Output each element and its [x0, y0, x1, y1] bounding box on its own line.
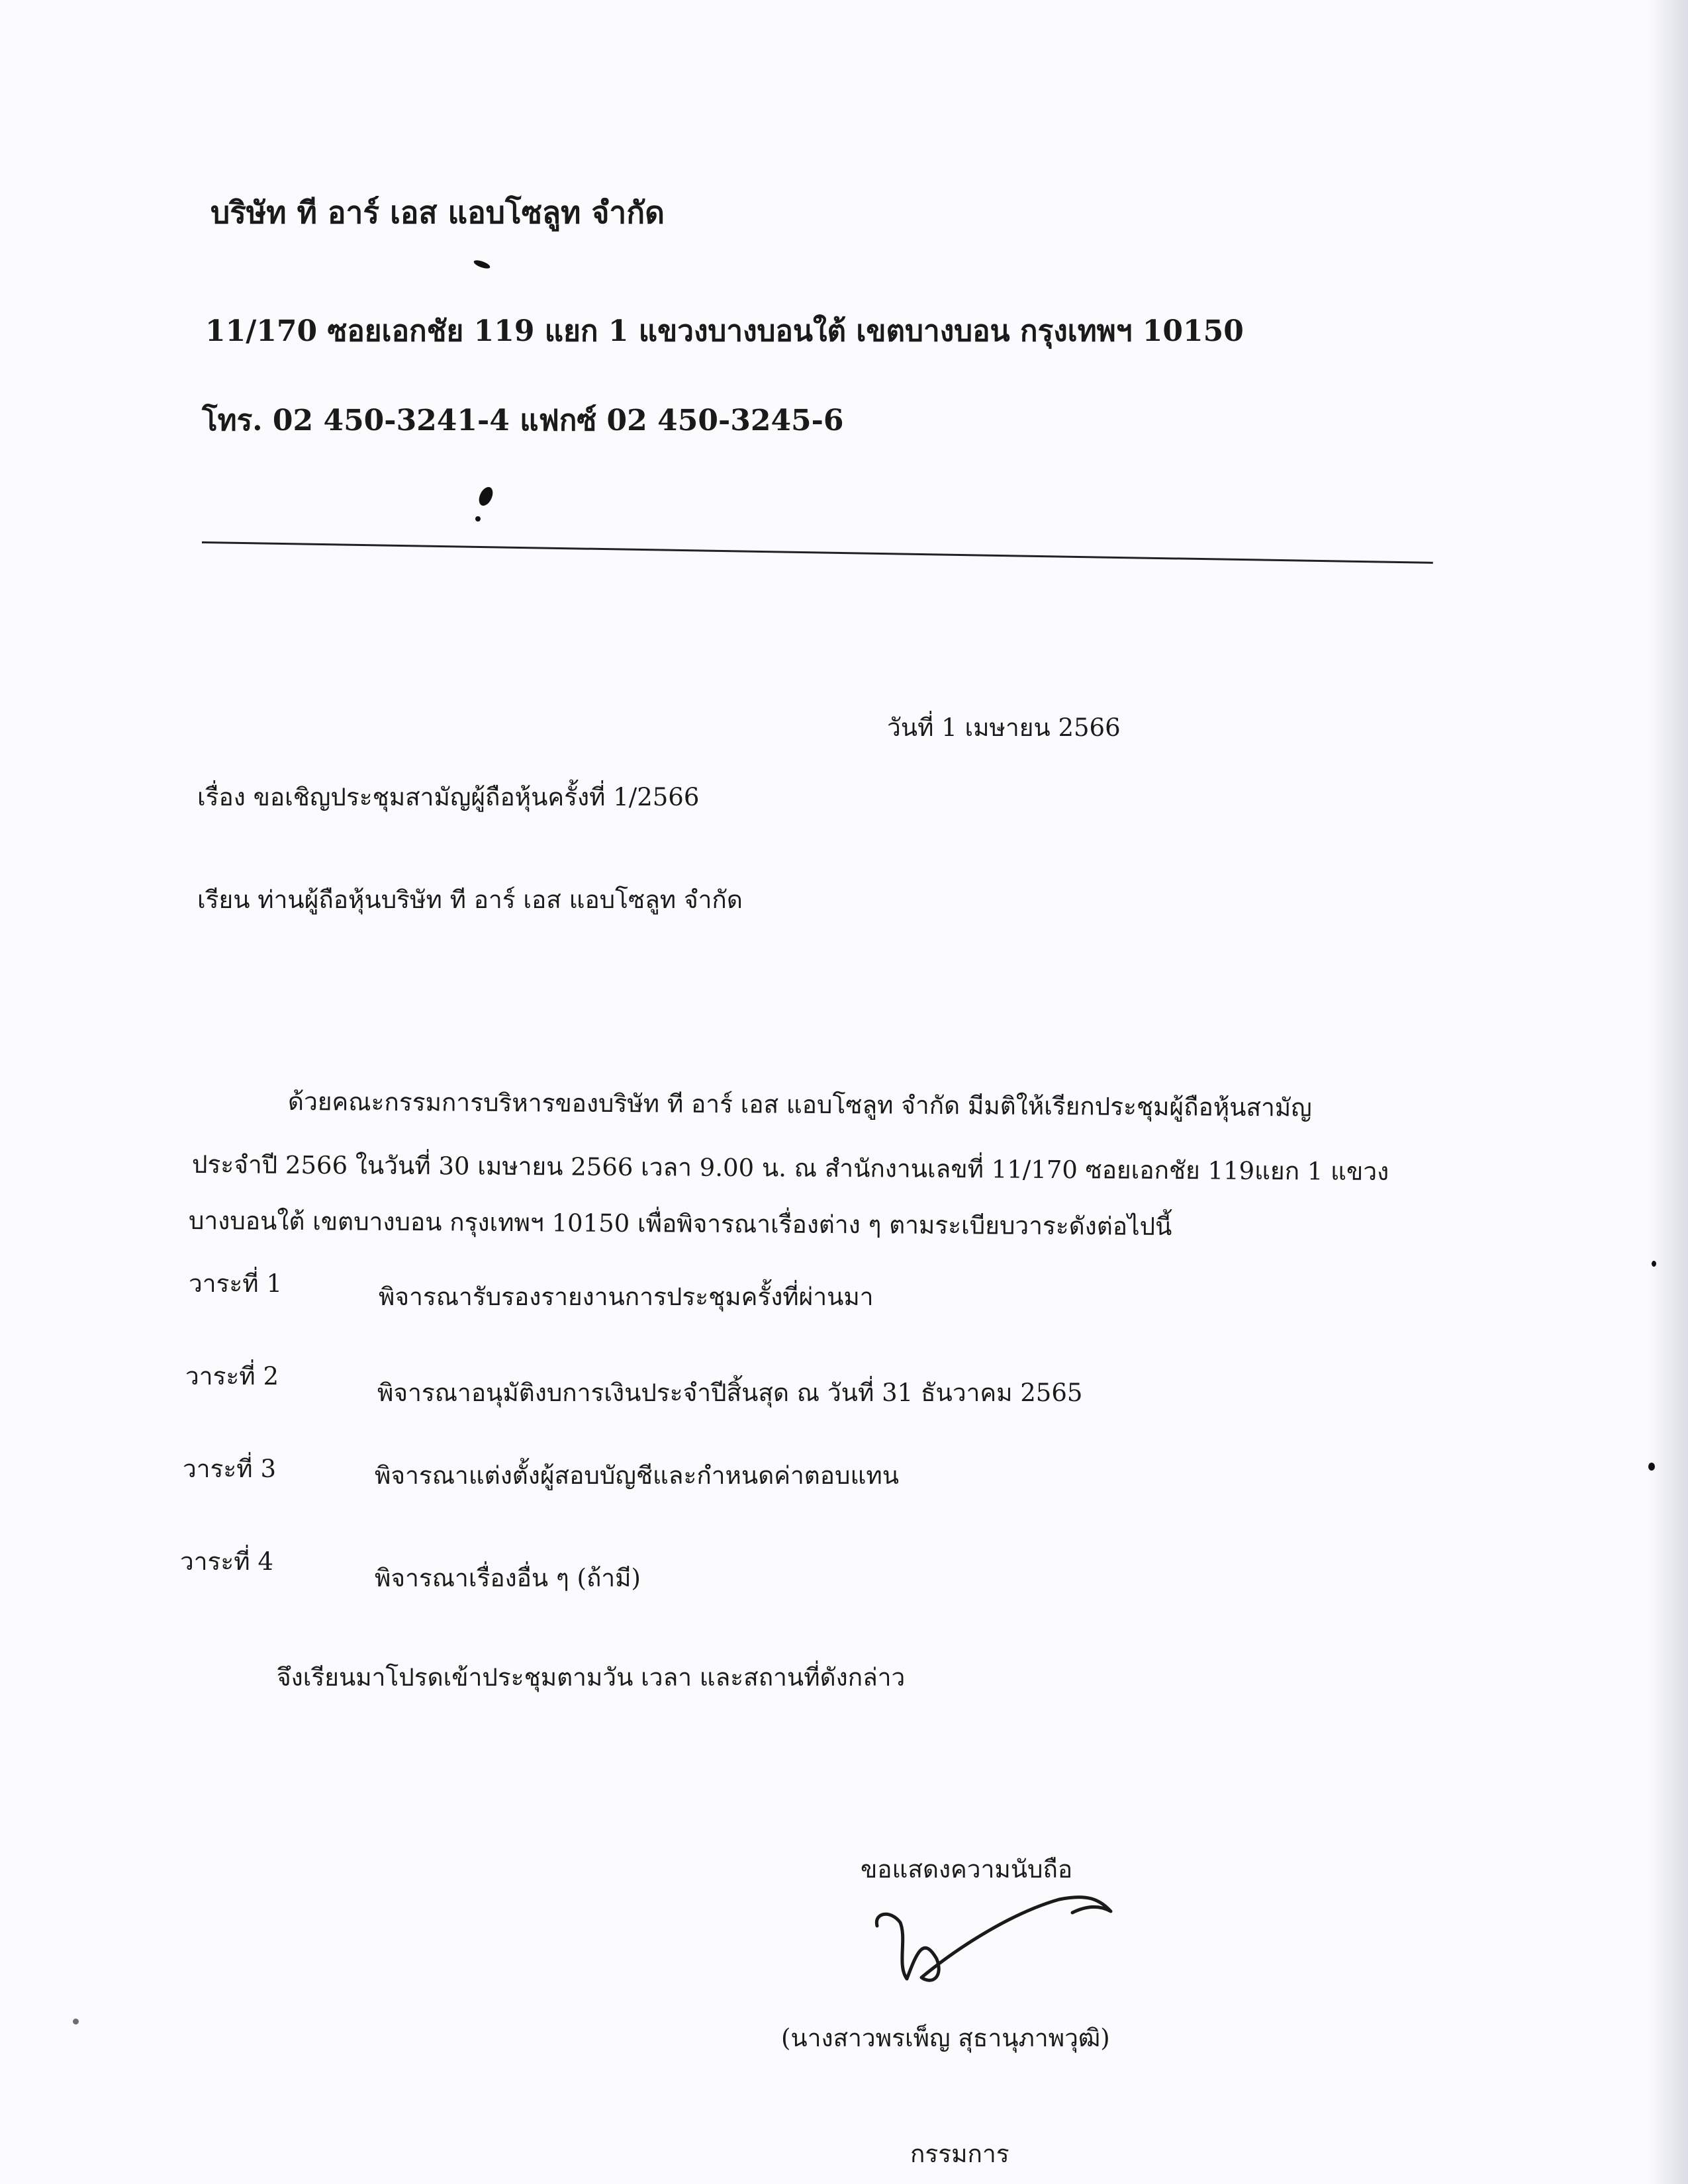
company-phone-fax: โทร. 02 450-3241-4 แฟกซ์ 02 450-3245-6 — [202, 404, 844, 437]
scan-speck — [475, 516, 481, 522]
closing-request: จึงเรียนมาโปรดเข้าประชุมตามวัน เวลา และสถานที่ดังกล่าว — [277, 1663, 906, 1692]
paragraph-line-3: บางบอนใต้ เขตบางบอน กรุงเทพฯ 10150 เพื่อพิจารณาเรื่องต่าง ๆ ตามระเบียบวาระดังต่อไปนี้ — [188, 1206, 1172, 1242]
letter-subject: เรื่อง ขอเชิญประชุมสามัญผู้ถือหุ้นครั้งที่ 1/2566 — [197, 783, 700, 811]
scan-speck — [1652, 1261, 1656, 1267]
signatory-name: (นางสาวพรเพ็ญ สุธานุภาพวุฒิ) — [781, 2024, 1110, 2052]
scan-speck — [1648, 1463, 1655, 1471]
agenda-label-3: วาระที่ 3 — [183, 1455, 276, 1483]
agenda-text-4: พิจารณาเรื่องอื่น ๆ (ถ้ามี) — [375, 1564, 641, 1592]
company-name: บริษัท ที อาร์ เอส แอบโซลูท จำกัด — [211, 195, 665, 230]
agenda-text-2: พิจารณาอนุมัติงบการเงินประจำปีสิ้นสุด ณ วันที่ 31 ธันวาคม 2565 — [377, 1379, 1083, 1407]
handwritten-signature — [861, 1886, 1139, 1999]
closing-salutation: ขอแสดงความนับถือ — [861, 1855, 1073, 1884]
company-address: 11/170 ซอยเอกชัย 119 แยก 1 แขวงบางบอนใต้ เขตบางบอน กรุงเทพฯ 10150 — [205, 314, 1244, 348]
paragraph-line-2: ประจำปี 2566 ในวันที่ 30 เมษายน 2566 เวลา 9.00 น. ณ สำนักงานเลขที่ 11/170 ซอยเอกชัย 119แยก 1 แขวง — [191, 1150, 1389, 1187]
agenda-text-3: พิจารณาแต่งตั้งผู้สอบบัญชีและกำหนดค่าตอบแทน — [375, 1461, 900, 1490]
paragraph-line-1: ด้วยคณะกรรมการบริหารของบริษัท ที อาร์ เอส แอบโซลูท จำกัด มีมติให้เรียกประชุมผู้ถือหุ้นสามัญ — [287, 1087, 1312, 1122]
agenda-text-1: พิจารณารับรองรายงานการประชุมครั้งที่ผ่านมา — [379, 1283, 874, 1311]
letter-date: วันที่ 1 เมษายน 2566 — [887, 713, 1121, 742]
letter-recipient: เรียน ท่านผู้ถือหุ้นบริษัท ที อาร์ เอส แอบโซลูท จำกัด — [197, 886, 743, 914]
scan-speck — [73, 2019, 79, 2025]
signatory-title: กรรมการ — [910, 2140, 1009, 2168]
agenda-label-2: วาระที่ 2 — [185, 1362, 279, 1390]
agenda-label-4: วาระที่ 4 — [180, 1547, 273, 1576]
scan-edge-shadow — [1648, 0, 1688, 2184]
agenda-label-1: วาระที่ 1 — [189, 1269, 282, 1298]
scan-speck — [473, 259, 491, 270]
